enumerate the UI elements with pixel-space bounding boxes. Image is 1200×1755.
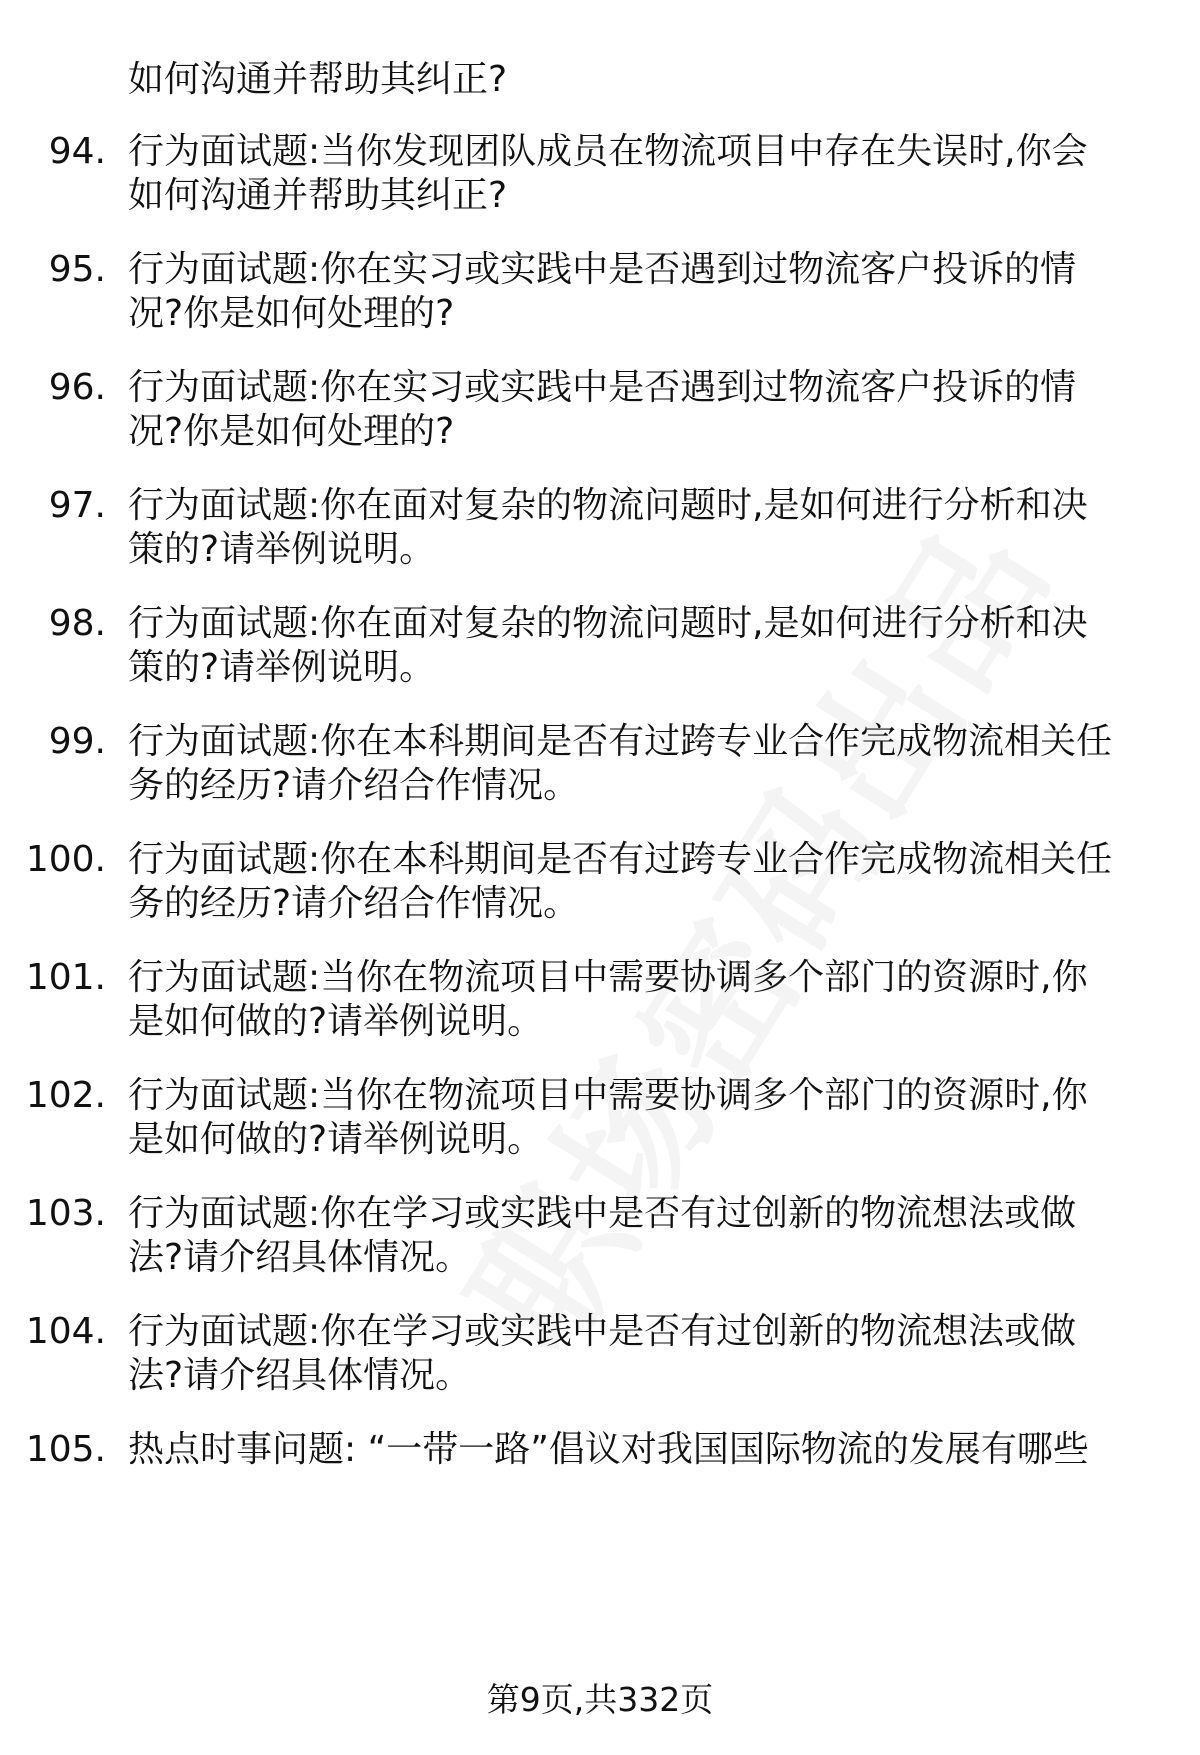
question-text-line2: 况?你是如何处理的? bbox=[128, 411, 455, 452]
question-text-line2: 务的经历?请介绍合作情况。 bbox=[128, 883, 580, 924]
question-text-line2: 策的?请举例说明。 bbox=[128, 529, 436, 570]
question-number: 104. bbox=[25, 1311, 106, 1352]
question-number: 102. bbox=[25, 1075, 106, 1116]
question-text-line2: 况?你是如何处理的? bbox=[128, 293, 455, 334]
question-text-line2: 是如何做的?请举例说明。 bbox=[128, 1001, 544, 1042]
question-number: 103. bbox=[25, 1193, 106, 1234]
continued-text: 如何沟通并帮助其纠正? bbox=[128, 59, 508, 100]
question-text-line2: 法?请介绍具体情况。 bbox=[128, 1237, 472, 1278]
question-text-line1: 行为面试题:你在面对复杂的物流问题时,是如何进行分析和决 bbox=[128, 485, 1088, 526]
question-text-line2: 如何沟通并帮助其纠正? bbox=[128, 175, 508, 216]
question-number: 97. bbox=[48, 485, 106, 526]
question-number: 98. bbox=[48, 603, 106, 644]
question-text-line1: 行为面试题:你在学习或实践中是否有过创新的物流想法或做 bbox=[128, 1193, 1077, 1234]
question-text-line1: 行为面试题:你在本科期间是否有过跨专业合作完成物流相关任 bbox=[128, 839, 1113, 880]
question-text-line1: 行为面试题:你在实习或实践中是否遇到过物流客户投诉的情 bbox=[128, 367, 1077, 408]
question-text-line1: 行为面试题:你在面对复杂的物流问题时,是如何进行分析和决 bbox=[128, 603, 1088, 644]
question-number: 96. bbox=[48, 367, 106, 408]
question-text-line1: 行为面试题:你在学习或实践中是否有过创新的物流想法或做 bbox=[128, 1311, 1077, 1352]
question-number: 100. bbox=[25, 839, 106, 880]
question-text-line1: 行为面试题:你在本科期间是否有过跨专业合作完成物流相关任 bbox=[128, 721, 1113, 762]
question-text-line2: 务的经历?请介绍合作情况。 bbox=[128, 765, 580, 806]
question-text-line2: 策的?请举例说明。 bbox=[128, 647, 436, 688]
watermark bbox=[393, 447, 1106, 1410]
question-text-line1: 行为面试题:当你发现团队成员在物流项目中存在失误时,你会 bbox=[128, 131, 1088, 172]
question-number: 99. bbox=[48, 721, 106, 762]
question-number: 105. bbox=[25, 1429, 106, 1470]
question-text-line2: 法?请介绍具体情况。 bbox=[128, 1355, 472, 1396]
page-footer: 第9页,共332页 bbox=[486, 1680, 714, 1719]
question-text-line1: 热点时事问题: “一带一路”倡议对我国国际物流的发展有哪些 bbox=[128, 1429, 1089, 1470]
question-number: 94. bbox=[48, 131, 106, 172]
question-text-line1: 行为面试题:当你在物流项目中需要协调多个部门的资源时,你 bbox=[128, 1075, 1088, 1116]
question-text-line2: 是如何做的?请举例说明。 bbox=[128, 1119, 544, 1160]
question-number: 101. bbox=[25, 957, 106, 998]
question-text-line1: 行为面试题:当你在物流项目中需要协调多个部门的资源时,你 bbox=[128, 957, 1088, 998]
question-text-line1: 行为面试题:你在实习或实践中是否遇到过物流客户投诉的情 bbox=[128, 249, 1077, 290]
question-number: 95. bbox=[48, 249, 106, 290]
